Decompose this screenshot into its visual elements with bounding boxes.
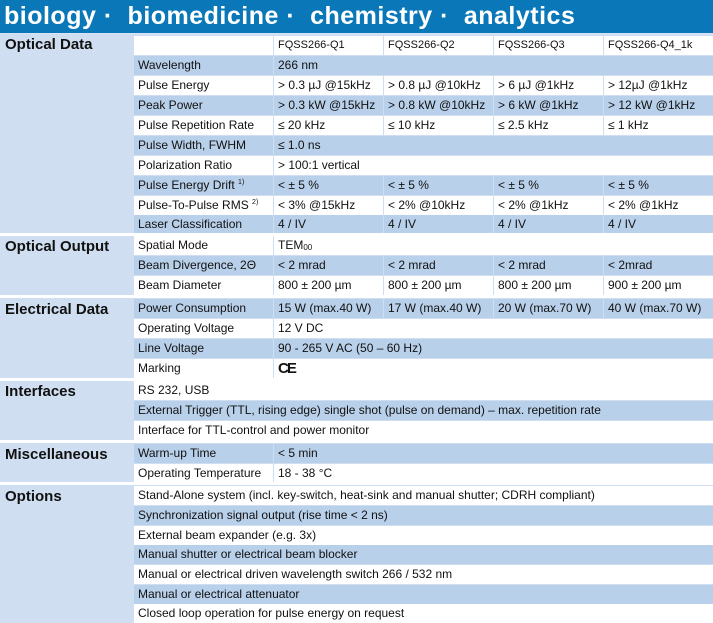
model-header: FQSS266-Q1 <box>274 36 383 55</box>
spec-label: Laser Classification <box>134 215 273 234</box>
spec-label: Beam Diameter <box>134 276 273 295</box>
spec-value: > 100:1 vertical <box>274 156 713 175</box>
spec-value: 900 ± 200 µm <box>604 276 713 295</box>
spec-value-cell <box>274 236 713 255</box>
spec-value: 4 / IV <box>384 215 493 234</box>
spec-value: < 2% @10kHz <box>384 196 493 215</box>
spec-value: TEM <box>278 238 304 252</box>
spec-value: Manual or electrical driven wavelength switch 266 / 532 nm <box>134 565 713 584</box>
spec-value: ≤ 20 kHz <box>274 116 383 135</box>
spec-label: Pulse Energy <box>134 76 273 95</box>
spec-value: Closed loop operation for pulse energy on request <box>134 604 713 623</box>
spec-label: Wavelength <box>134 56 273 75</box>
spec-value: < ± 5 % <box>274 176 383 195</box>
spec-label: Power Consumption <box>134 299 273 318</box>
spec-label: Pulse Width, FWHM <box>134 136 273 155</box>
spec-value: < 2mrad <box>604 256 713 275</box>
model-header: FQSS266-Q3 <box>494 36 603 55</box>
spec-label-cell <box>134 176 273 195</box>
spec-label: Warm-up Time <box>134 444 273 463</box>
section-divider <box>0 482 713 485</box>
spec-value: RS 232, USB <box>134 381 713 400</box>
spec-value: 15 W (max.40 W) <box>274 299 383 318</box>
page-banner: biology · biomedicine · chemistry · analytics <box>0 0 713 33</box>
spec-value: 40 W (max.70 W) <box>604 299 713 318</box>
spec-value: > 12µJ @1kHz <box>604 76 713 95</box>
spec-value: ≤ 2.5 kHz <box>494 116 603 135</box>
spec-value: < 3% @15kHz <box>274 196 383 215</box>
section-divider <box>0 440 713 443</box>
spec-value: > 0.8 kW @10kHz <box>384 96 493 115</box>
section-title: Electrical Data <box>5 301 109 318</box>
spec-value: 4 / IV <box>494 215 603 234</box>
spec-value: < 2 mrad <box>384 256 493 275</box>
spec-value: > 6 µJ @1kHz <box>494 76 603 95</box>
spec-value: External beam expander (e.g. 3x) <box>134 526 713 545</box>
spec-value: < 2% @1kHz <box>604 196 713 215</box>
spec-value-subscript: 00 <box>303 243 313 252</box>
spec-label: Beam Divergence, 2Θ <box>134 256 273 275</box>
spec-value: > 0.8 µJ @10kHz <box>384 76 493 95</box>
footnote-marker: 2) <box>252 199 259 206</box>
spec-value: 4 / IV <box>274 215 383 234</box>
section-title: Miscellaneous <box>5 446 108 463</box>
spec-label: Peak Power <box>134 96 273 115</box>
spec-value: 800 ± 200 µm <box>274 276 383 295</box>
spec-label: Marking <box>134 359 273 378</box>
spec-value: ≤ 1 kHz <box>604 116 713 135</box>
spec-value: Manual shutter or electrical beam blocker <box>134 545 713 564</box>
spec-value: Interface for TTL-control and power monitor <box>134 421 713 440</box>
section-title: Interfaces <box>5 383 76 400</box>
section-title: Optical Data <box>5 36 93 53</box>
section-title: Optical Output <box>5 238 110 255</box>
spec-label: Pulse Energy Drift <box>138 178 235 192</box>
spec-value: < 2 mrad <box>494 256 603 275</box>
spec-label: Polarization Ratio <box>134 156 273 175</box>
spec-label: Pulse Repetition Rate <box>134 116 273 135</box>
spec-value: < 5 min <box>274 444 713 463</box>
footnote-marker: 1) <box>238 179 245 186</box>
spec-value: 20 W (max.70 W) <box>494 299 603 318</box>
spec-value: ≤ 10 kHz <box>384 116 493 135</box>
spec-value: < ± 5 % <box>604 176 713 195</box>
ce-mark-icon: CE <box>274 359 713 378</box>
spec-value: 17 W (max.40 W) <box>384 299 493 318</box>
spec-label: Spatial Mode <box>134 236 273 255</box>
spec-label-cell <box>134 196 273 215</box>
spec-value: 4 / IV <box>604 215 713 234</box>
spec-value: 800 ± 200 µm <box>494 276 603 295</box>
spec-value: Manual or electrical attenuator <box>134 585 713 604</box>
section-divider <box>0 295 713 298</box>
spec-value: < 2% @1kHz <box>494 196 603 215</box>
spec-value: 12 V DC <box>274 319 713 338</box>
spec-value: 800 ± 200 µm <box>384 276 493 295</box>
spec-value: Synchronization signal output (rise time < 2 ns) <box>134 506 713 525</box>
spec-value: 90 - 265 V AC (50 – 60 Hz) <box>274 339 713 358</box>
spec-value: > 6 kW @1kHz <box>494 96 603 115</box>
spec-value: < ± 5 % <box>384 176 493 195</box>
spec-value: > 0.3 kW @15kHz <box>274 96 383 115</box>
spec-value: External Trigger (TTL, rising edge) single shot (pulse on demand) – max. repetition rate <box>134 401 713 420</box>
spec-value: 266 nm <box>274 56 713 75</box>
header-spacer <box>134 36 273 55</box>
spec-value: > 0.3 µJ @15kHz <box>274 76 383 95</box>
spec-label: Pulse-To-Pulse RMS <box>138 198 249 212</box>
spec-value: < ± 5 % <box>494 176 603 195</box>
spec-label: Line Voltage <box>134 339 273 358</box>
spec-label: Operating Voltage <box>134 319 273 338</box>
spec-value: < 2 mrad <box>274 256 383 275</box>
spec-sheet <box>0 34 713 623</box>
spec-value: ≤ 1.0 ns <box>274 136 713 155</box>
spec-label: Operating Temperature <box>134 464 273 483</box>
section-title: Options <box>5 488 62 505</box>
spec-value: Stand-Alone system (incl. key-switch, heat-sink and manual shutter; CDRH compliant) <box>134 486 713 505</box>
model-header: FQSS266-Q2 <box>384 36 493 55</box>
spec-value: 18 - 38 °C <box>274 464 713 483</box>
model-header: FQSS266-Q4_1k <box>604 36 713 55</box>
spec-value: > 12 kW @1kHz <box>604 96 713 115</box>
